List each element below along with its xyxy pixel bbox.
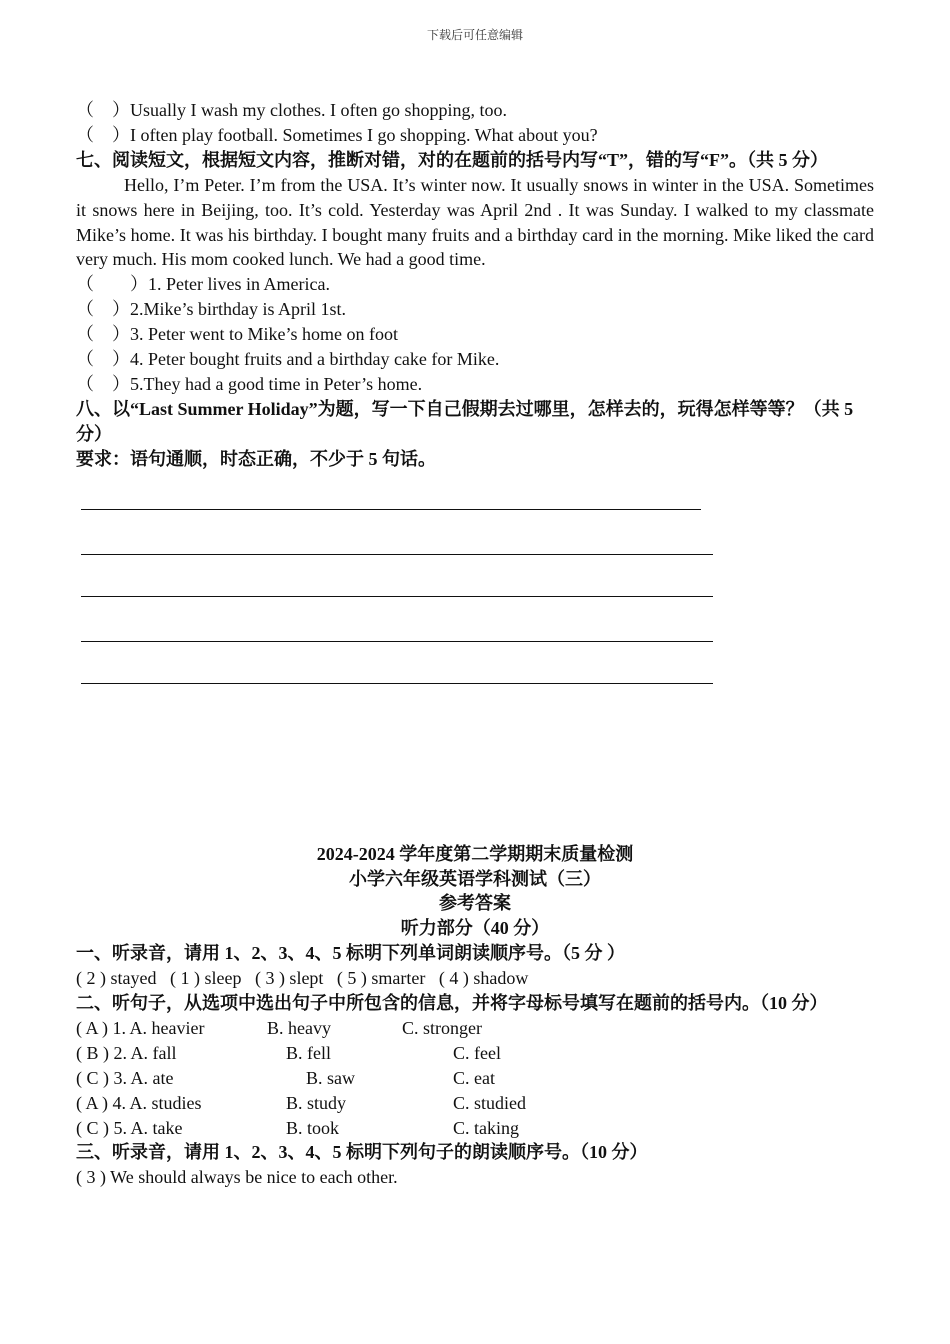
option-c: C. feel xyxy=(453,1042,501,1063)
writing-line[interactable] xyxy=(81,683,713,684)
question-line: （ ）Usually I wash my clothes. I often go shopping, too. xyxy=(76,100,507,120)
option-c: C. stronger xyxy=(402,1017,482,1038)
answer-key-subtitle: 小学六年级英语学科测试（三） xyxy=(349,868,601,889)
true-false-item: （ ）3. Peter went to Mike’s home on foot xyxy=(76,324,398,345)
question-line: （ ）I often play football. Sometimes I go shopping. What about you? xyxy=(76,124,598,145)
part-1-answer: ( 2 ) stayed ( 1 ) sleep ( 3 ) slept ( 5 ) smarter ( 4 ) shadow xyxy=(76,968,529,989)
answer-row xyxy=(76,1091,874,1116)
option-c: C. studied xyxy=(453,1092,527,1113)
answer-key-title: 2024-2024 学年度第二学期期末质量检测 xyxy=(316,843,634,864)
option-b: B. took xyxy=(286,1117,340,1138)
part-1-title: 一、听录音，请用 1、2、3、4、5 标明下列单词朗读顺序号。（5 分 ） xyxy=(76,943,625,964)
answer-choice: ( B ) 2. A. fall xyxy=(76,1042,177,1063)
writing-requirement: 要求：语句通顺，时态正确，不少于 5 句话。 xyxy=(76,448,436,469)
option-b: B. heavy xyxy=(267,1017,331,1038)
writing-line[interactable] xyxy=(81,641,713,642)
section-7-title: 七、阅读短文，根据短文内容，推断对错，对的在题前的括号内写“T”，错的写“F”。（共 5 分） xyxy=(76,149,828,170)
true-false-item: （ ）2.Mike’s birthday is April 1st. xyxy=(76,299,346,320)
reading-passage: Hello, I’m Peter. I’m from the USA. It’s winter now. It usually snows in winter in the USA. Sometimes it snows here in Beijing, too. It’s cold. Yesterday was April 2nd . It was Sunday. I walked to my classmate Mike’s home. It was his birthday. I bought many fruits and a birthday card in the morning. Mike liked the card very much. His mom cooked lunch. We had a good time. xyxy=(76,174,874,270)
answer-choice: ( C ) 3. A. ate xyxy=(76,1067,174,1088)
option-b: B. saw xyxy=(306,1067,355,1088)
part-3-title: 三、听录音，请用 1、2、3、4、5 标明下列句子的朗读顺序号。（10 分） xyxy=(76,1142,648,1163)
page-header: 下载后可任意编辑 xyxy=(426,28,523,42)
option-c: C. eat xyxy=(453,1067,495,1088)
answer-choice: ( A ) 4. A. studies xyxy=(76,1092,202,1113)
true-false-item: （ ）5.They had a good time in Peter’s home. xyxy=(76,373,423,394)
part-3-answer: ( 3 ) We should always be nice to each other. xyxy=(76,1167,398,1188)
document-body xyxy=(76,98,874,1190)
section-8-title: 八、以“Last Summer Holiday”为题，写一下自己假期去过哪里，怎样去的，玩得怎样等等？（共 5 分） xyxy=(76,398,854,444)
answer-choice: ( A ) 1. A. heavier xyxy=(76,1017,205,1038)
option-b: B. fell xyxy=(286,1042,331,1063)
option-b: B. study xyxy=(286,1092,347,1113)
true-false-item: （ ）1. Peter lives in America. xyxy=(76,274,330,295)
listening-part-heading: 听力部分（40 分） xyxy=(400,918,550,939)
writing-line[interactable] xyxy=(81,596,713,597)
true-false-item: （ ）4. Peter bought fruits and a birthday cake for Mike. xyxy=(76,349,500,370)
answer-row xyxy=(76,1041,874,1066)
answer-choice: ( C ) 5. A. take xyxy=(76,1117,183,1138)
writing-line[interactable] xyxy=(81,509,701,510)
writing-area[interactable] xyxy=(76,472,874,842)
answer-row xyxy=(76,1066,874,1091)
writing-line[interactable] xyxy=(81,554,713,555)
answer-row xyxy=(76,1116,874,1141)
part-2-title: 二、听句子，从选项中选出句子中所包含的信息，并将字母标号填写在题前的括号内。（10 分） xyxy=(76,993,828,1014)
answer-key-heading: 参考答案 xyxy=(439,893,511,914)
option-c: C. taking xyxy=(453,1117,519,1138)
answer-row xyxy=(76,1016,874,1041)
